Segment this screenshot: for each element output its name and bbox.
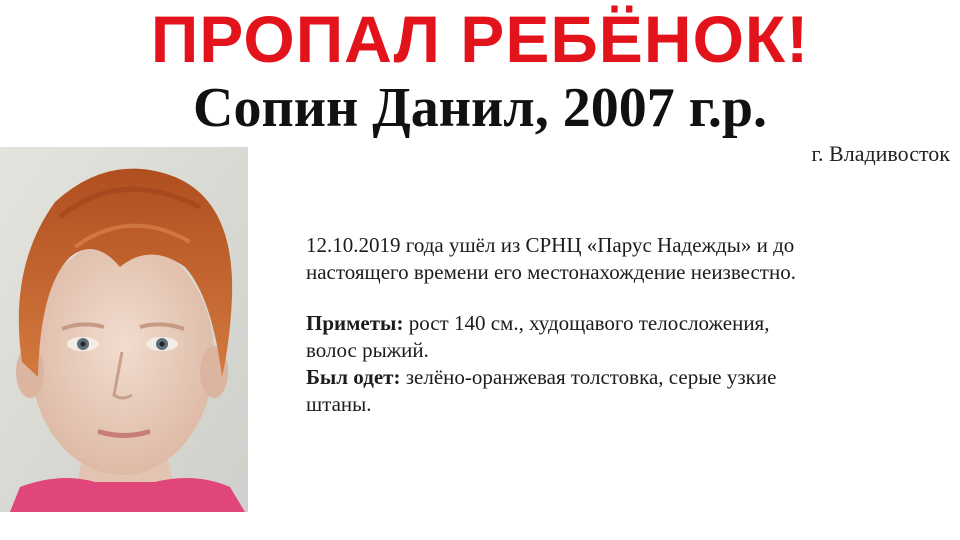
description-line: настоящего времени его местонахождение неизвестно.	[306, 260, 796, 284]
missing-person-name: Сопин Данил, 2007 г.р.	[193, 77, 767, 139]
child-portrait-image	[0, 147, 248, 512]
child-photo	[0, 147, 248, 512]
signs-line	[306, 310, 926, 337]
signs-label: Приметы:	[306, 311, 404, 335]
city-label: г. Владивосток	[811, 141, 950, 166]
headline-missing-child: ПРОПАЛ РЕБЁНОК!	[150, 2, 810, 76]
clothes-text: зелёно-оранжевая толстовка, серые узкие	[400, 365, 777, 389]
clothes-line	[306, 364, 926, 391]
description-block	[306, 232, 926, 418]
description-line: 12.10.2019 года ушёл из СРНЦ «Парус Надежды» и до	[306, 233, 795, 257]
signs-text: рост 140 см., худощавого телосложения,	[403, 311, 770, 335]
clothes-label: Был одет:	[306, 365, 401, 389]
signs-line: волос рыжий.	[306, 338, 429, 362]
clothes-line: штаны.	[306, 392, 372, 416]
